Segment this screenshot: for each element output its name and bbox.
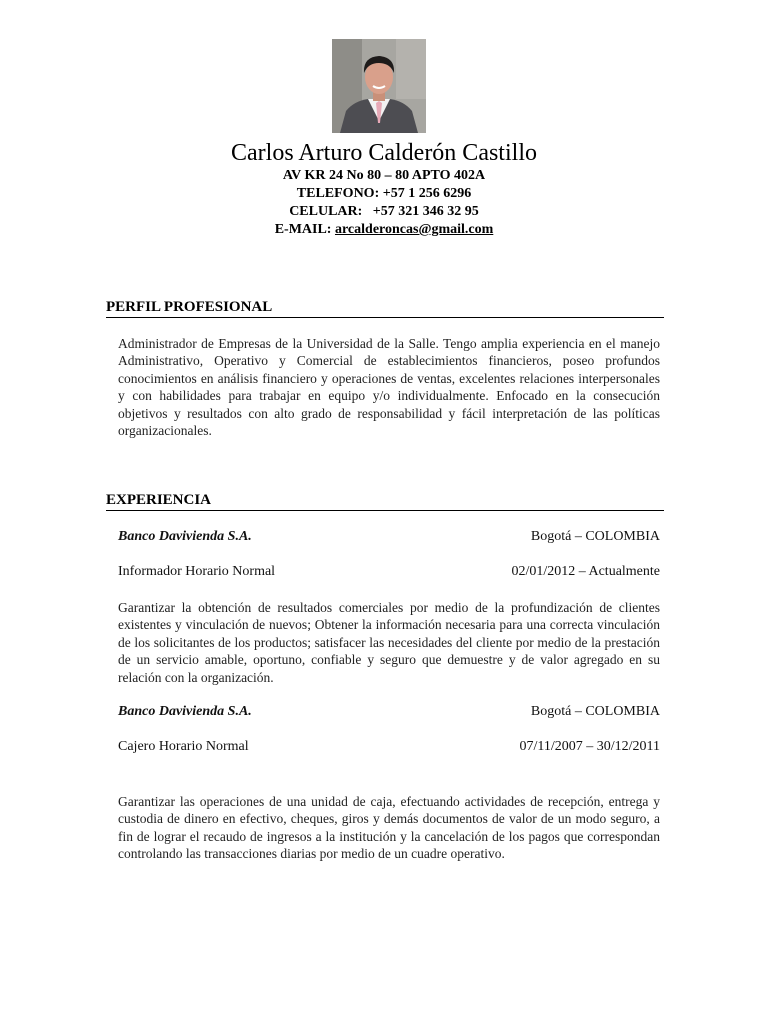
section-title-experiencia: EXPERIENCIA [106, 491, 664, 511]
perfil-text: Administrador de Empresas de la Universidad de la Salle. Tengo amplia experiencia en el manejo Administrativo, Operativo y Comercial de establecimientos financieros, poseo profundos conocimientos en análisis financiero y operaciones de ventas, excelentes relaciones interpersonales y con habilidades para trabajar en equipo y/o individualmente. Enfocado en la consecución objetivos y resultados con alto grado de responsabilidad y fácil interpretación de las políticas organizacionales. [118, 336, 660, 439]
email-link[interactable]: arcalderoncas@gmail.com [334, 222, 494, 237]
job-location: Bogotá – COLOMBIA [530, 529, 660, 544]
job-description: Garantizar las operaciones de una unidad de caja, efectuando actividades de recepción, entrega y custodia de dinero en efectivo, cheques, giros y demás documentos de valor de un modo seguro, a fin de lograr el recaudo de ingresos a la institución y la cancelación de los pagos que correspondan controlando las transacciones diarias por medio de un cuadre operativo. [118, 794, 660, 862]
job-title-row [118, 563, 660, 581]
job-title-row [118, 738, 660, 756]
email-label: E-MAIL: [274, 222, 335, 237]
job-dates: 02/01/2012 – Actualmente [511, 564, 660, 579]
job-position: Cajero Horario Normal [118, 739, 249, 754]
job-dates: 07/11/2007 – 30/12/2011 [519, 739, 660, 754]
profile-photo-illustration [332, 39, 426, 133]
profile-photo [332, 39, 426, 133]
candidate-name: Carlos Arturo Calderón Castillo [231, 140, 537, 166]
job-description: Garantizar la obtención de resultados comerciales por medio de la profundización de clientes existentes y vinculación de nuevos; Obtener la información necesaria para una correcta vinculación de los solicitantes de los productos; satisfacer las necesidades del cliente por medio de la prestación de un servicio amable, oportuno, confiable y seguro que demuestre y de valor agregado en su relación con la organización. [118, 600, 660, 685]
job-header-row [118, 528, 660, 546]
job-location: Bogotá – COLOMBIA [530, 704, 660, 719]
cellphone-line: CELULAR: +57 321 346 32 95 [289, 204, 479, 219]
telephone-line: TELEFONO: +57 1 256 6296 [296, 186, 472, 201]
section-title-perfil: PERFIL PROFESIONAL [106, 298, 664, 318]
job-header-row [118, 703, 660, 721]
address-line: AV KR 24 No 80 – 80 APTO 402A [282, 168, 486, 183]
job-position: Informador Horario Normal [118, 564, 276, 579]
job-company: Banco Davivienda S.A. [118, 529, 252, 544]
email-line [0, 221, 768, 239]
job-company: Banco Davivienda S.A. [118, 704, 252, 719]
